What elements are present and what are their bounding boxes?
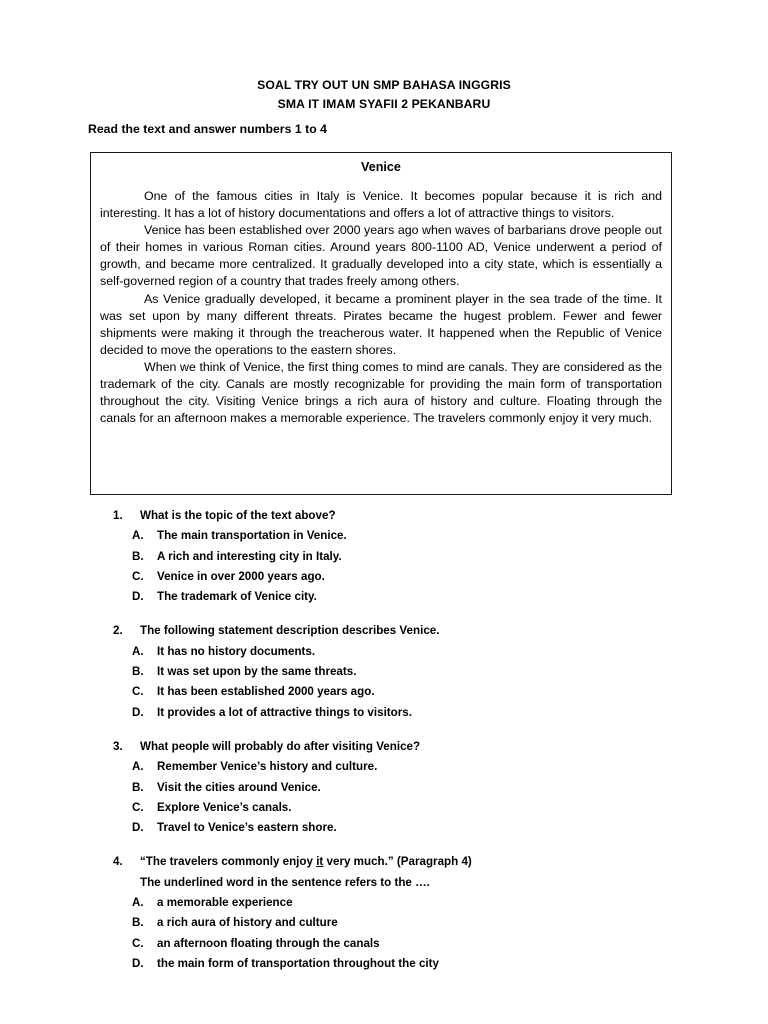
- option-item[interactable]: [132, 682, 673, 702]
- option-letter: B.: [132, 549, 144, 563]
- option-letter: B.: [132, 916, 144, 930]
- option-item[interactable]: [132, 703, 673, 723]
- question-item: [113, 852, 673, 974]
- option-letter: C.: [132, 936, 144, 950]
- option-text: It has no history documents.: [157, 644, 316, 658]
- option-letter: D.: [132, 705, 144, 719]
- option-text: The main transportation in Venice.: [157, 529, 347, 543]
- option-letter: B.: [132, 780, 144, 794]
- option-item[interactable]: [132, 526, 673, 546]
- option-text: a rich aura of history and culture: [157, 916, 338, 930]
- question-number: 2.: [113, 624, 123, 638]
- question-prompt-row: [113, 737, 673, 757]
- option-list: [132, 893, 673, 974]
- option-letter: C.: [132, 685, 144, 699]
- option-item[interactable]: [132, 778, 673, 798]
- passage-paragraph: One of the famous cities in Italy is Venice. It becomes popular because it is rich and interesting. It has a lot of history documentations and offers a lot of attractive things to visitors.: [100, 189, 662, 221]
- question-item: [113, 621, 673, 722]
- quote-text-before: “The travelers commonly enjoy: [140, 855, 317, 869]
- quote-text-after: very much.” (Paragraph 4): [323, 855, 472, 869]
- option-letter: D.: [132, 956, 144, 970]
- option-text: an afternoon floating through the canals: [157, 936, 380, 950]
- option-letter: C.: [132, 800, 144, 814]
- questions-list: [113, 506, 673, 988]
- option-item[interactable]: [132, 818, 673, 838]
- question-text: What people will probably do after visiting Venice?: [140, 739, 421, 753]
- passage-paragraph: As Venice gradually developed, it became a prominent player in the sea trade of the time. It was set upon by many different threats. Pirates became the hugest problem. Fewer and fewer shipments were making it through the treacherous water. It happened when the Republic of Venice decided to move the operations to the eastern shores.: [100, 291, 662, 357]
- option-letter: D.: [132, 590, 144, 604]
- option-item[interactable]: [132, 567, 673, 587]
- option-letter: A.: [132, 760, 144, 774]
- option-item[interactable]: [132, 642, 673, 662]
- reading-passage-box: [90, 152, 672, 495]
- header-title-line-2: SMA IT IMAM SYAFII 2 PEKANBARU: [277, 97, 491, 111]
- option-letter: D.: [132, 821, 144, 835]
- question-item: [113, 506, 673, 607]
- question-prompt-row: [113, 852, 673, 872]
- option-item[interactable]: [132, 893, 673, 913]
- option-letter: A.: [132, 896, 144, 910]
- passage-title: Venice: [361, 160, 401, 174]
- option-item[interactable]: [132, 757, 673, 777]
- option-text: the main form of transportation throughout the city: [157, 956, 439, 970]
- option-text: It has been established 2000 years ago.: [157, 685, 375, 699]
- question-text: [140, 852, 472, 872]
- option-text: Travel to Venice’s eastern shore.: [157, 821, 337, 835]
- question-text: The following statement description describes Venice.: [140, 624, 440, 638]
- option-item[interactable]: [132, 913, 673, 933]
- passage-paragraph: When we think of Venice, the first thing comes to mind are canals. They are considered as the trademark of the city. Canals are mostly recognizable for providing the main form of transportation throughout the city. Visiting Venice brings a rich aura of history and culture. Floating through the canals for an afternoon makes a memorable experience. The travelers commonly enjoy it very much.: [100, 359, 662, 426]
- option-item[interactable]: [132, 662, 673, 682]
- option-list: [132, 642, 673, 723]
- option-text: Remember Venice’s history and culture.: [157, 760, 378, 774]
- option-text: Venice in over 2000 years ago.: [157, 569, 325, 583]
- option-item[interactable]: [132, 547, 673, 567]
- question-number: 3.: [113, 739, 123, 753]
- option-letter: A.: [132, 644, 144, 658]
- option-list: [132, 757, 673, 838]
- option-letter: B.: [132, 665, 144, 679]
- option-letter: A.: [132, 529, 144, 543]
- option-item[interactable]: [132, 954, 673, 974]
- question-number: 1.: [113, 509, 123, 522]
- passage-paragraph: Venice has been established over 2000 years ago when waves of barbarians drove people out of their homes in various Roman cities. Around years 800-1100 AD, Venice underwent a period of growth, and became more centralized. It gradually developed into a city state, which is essentially a self-governed region of a country that trades freely among others.: [100, 223, 662, 289]
- question-subtext: The underlined word in the sentence refers to the ….: [140, 875, 430, 889]
- option-item[interactable]: [132, 934, 673, 954]
- underlined-word: it: [316, 855, 324, 869]
- option-text: A rich and interesting city in Italy.: [157, 549, 342, 563]
- option-text: Explore Venice’s canals.: [157, 800, 292, 814]
- question-prompt-row: [113, 621, 673, 641]
- option-text: Visit the cities around Venice.: [157, 780, 321, 794]
- option-item[interactable]: [132, 798, 673, 818]
- option-text: It provides a lot of attractive things to visitors.: [157, 705, 412, 719]
- option-item[interactable]: [132, 587, 673, 607]
- question-text: What is the topic of the text above?: [140, 509, 336, 522]
- question-prompt-row: [113, 506, 673, 526]
- option-letter: C.: [132, 569, 144, 583]
- document-header: [0, 76, 768, 114]
- question-item: [113, 737, 673, 838]
- option-text: The trademark of Venice city.: [157, 590, 317, 604]
- option-text: It was set upon by the same threats.: [157, 665, 357, 679]
- reading-instruction: Read the text and answer numbers 1 to 4: [88, 122, 327, 136]
- question-number: 4.: [113, 855, 123, 869]
- header-title-line-1: SOAL TRY OUT UN SMP BAHASA INGGRIS: [257, 78, 511, 92]
- option-list: [132, 526, 673, 607]
- passage-body: [100, 188, 662, 427]
- option-text: a memorable experience: [157, 896, 293, 910]
